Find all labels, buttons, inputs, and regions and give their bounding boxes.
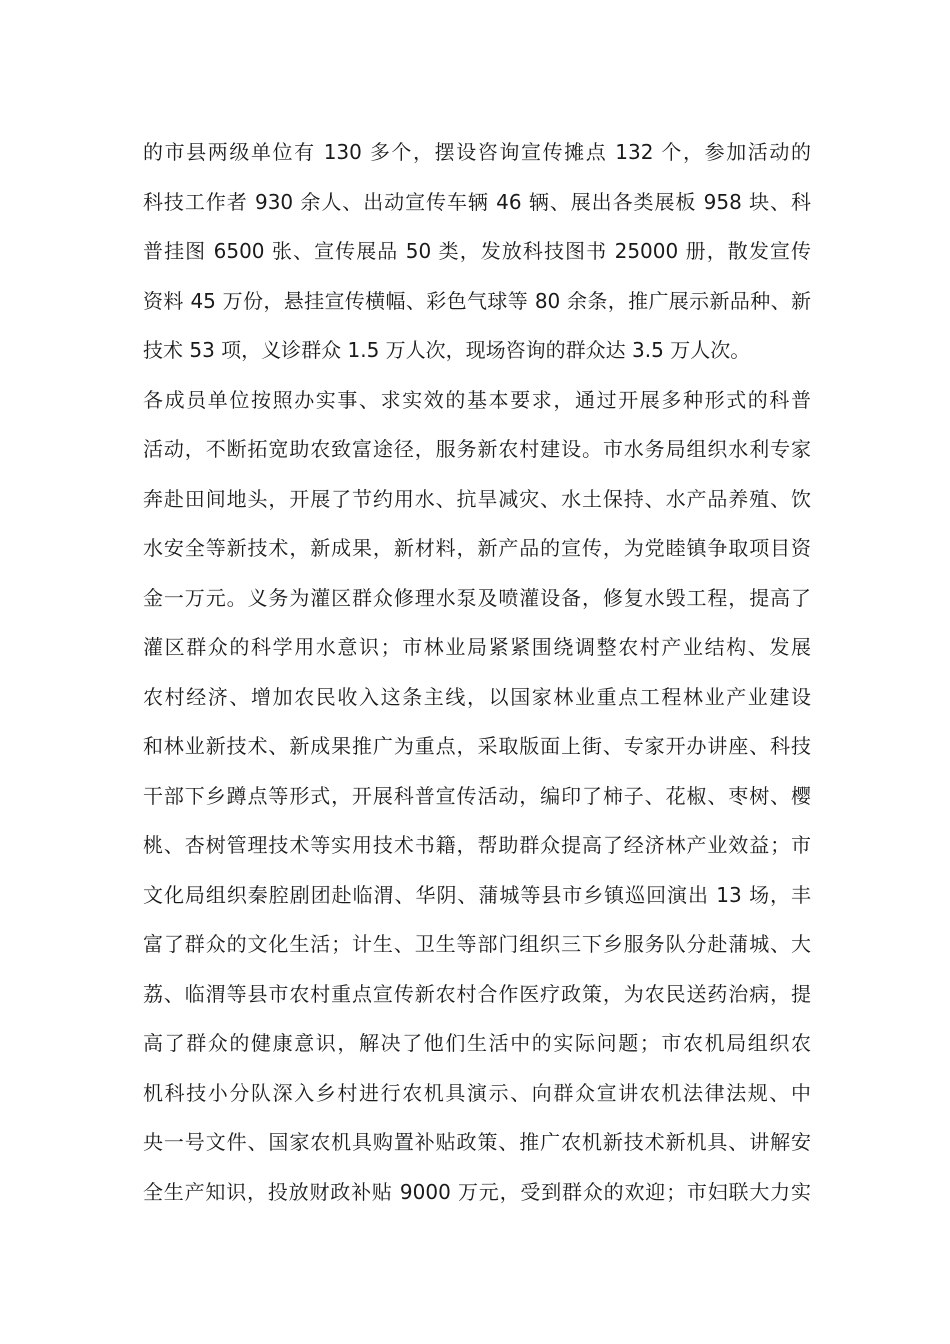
text-line: 水安全等新技术，新成果，新材料，新产品的宣传，为党睦镇争取项目资 [143, 536, 811, 560]
text-line: 富了群众的文化生活；计生、卫生等部门组织三下乡服务队分赴蒲城、大 [143, 932, 811, 956]
text-line: 科技工作者 930 余人、出动宣传车辆 46 辆、展出各类展板 958 块、科 [143, 189, 811, 214]
text-line: 干部下乡蹲点等形式，开展科普宣传活动，编印了柿子、花椒、枣树、樱 [143, 783, 811, 808]
text-line: 高了群众的健康意识，解决了他们生活中的实际问题；市农机局组织农 [143, 1031, 811, 1055]
text-line: 金一万元。义务为灌区群众修理水泵及喷灌设备，修复水毁工程，提高了 [143, 585, 811, 610]
text-line: 机科技小分队深入乡村进行农机具演示、向群众宣讲农机法律法规、中 [143, 1080, 811, 1105]
text-line: 活动，不断拓宽助农致富途径，服务新农村建设。市水务局组织水利专家 [143, 437, 811, 461]
text-line: 普挂图 6500 张、宣传展品 50 类，发放科技图书 25000 册，散发宣传 [143, 239, 811, 263]
text-line: 资料 45 万份，悬挂宣传横幅、彩色气球等 80 余条，推广展示新品种、新 [143, 288, 811, 313]
text-line: 文化局组织秦腔剧团赴临渭、华阴、蒲城等县市乡镇巡回演出 13 场，丰 [143, 882, 811, 907]
text-line: 桃、杏树管理技术等实用技术书籍，帮助群众提高了经济林产业效益；市 [143, 833, 811, 857]
text-line: 全生产知识，投放财政补贴 9000 万元，受到群众的欢迎；市妇联大力实 [143, 1179, 811, 1204]
body-text [143, 130, 811, 1219]
text-line: 灌区群众的科学用水意识；市林业局紧紧围绕调整农村产业结构、发展 [143, 635, 811, 659]
text-line: 各成员单位按照办实事、求实效的基本要求，通过开展多种形式的科普 [143, 387, 811, 412]
text-line: 和林业新技术、新成果推广为重点，采取版面上街、专家开办讲座、科技 [143, 734, 811, 758]
text-line: 的市县两级单位有 130 多个，摆设咨询宣传摊点 132 个，参加活动的 [143, 140, 811, 164]
text-line: 荔、临渭等县市农村重点宣传新农村合作医疗政策，为农民送药治病，提 [143, 981, 811, 1006]
text-line: 技术 53 项，义诊群众 1.5 万人次，现场咨询的群众达 3.5 万人次。 [143, 338, 751, 362]
text-line: 奔赴田间地头，开展了节约用水、抗旱减灾、水土保持、水产品养殖、饮 [143, 486, 811, 511]
text-line: 央一号文件、国家农机具购置补贴政策、推广农机新技术新机具、讲解安 [143, 1130, 811, 1154]
text-line: 农村经济、增加农民收入这条主线，以国家林业重点工程林业产业建设 [143, 684, 811, 709]
